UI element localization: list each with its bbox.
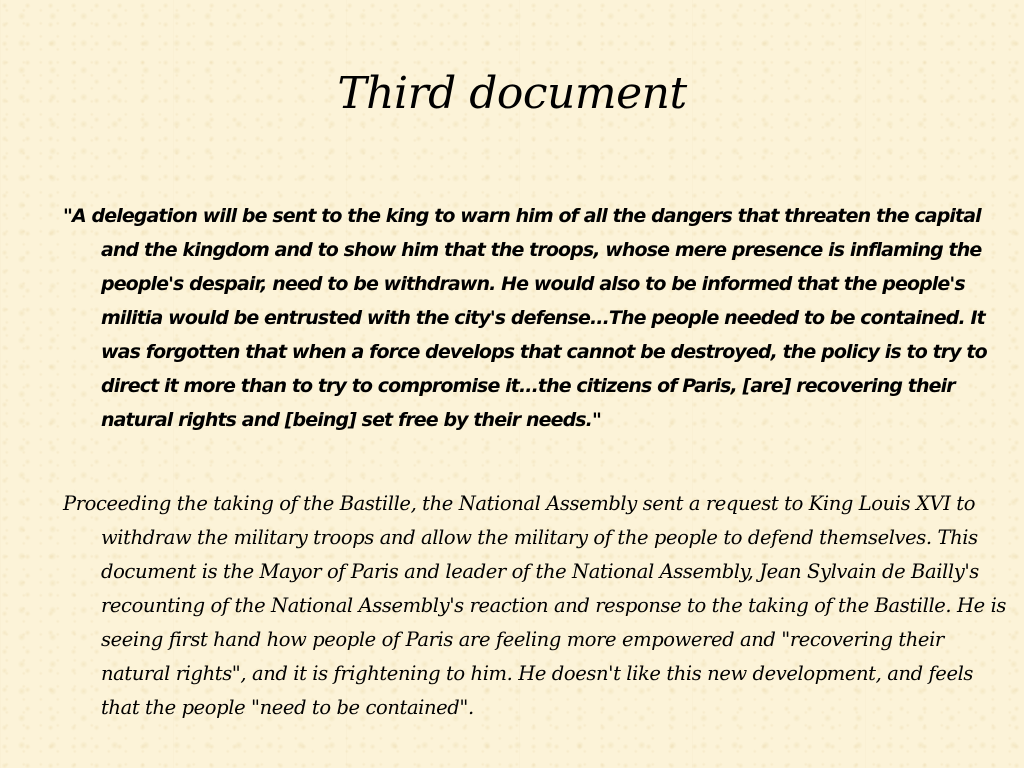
slide-title: Third document [337,68,687,119]
historical-quote: "A delegation will be sent to the king to warn him of all the dangers that threaten the capital and the kingdom and to show him that the troops, whose mere presence is inflaming the people's despair, need to be withdrawn. He would also to be informed that the people's militia would be entrusted with the city's defense...The people needed to be contained. It was forgotten that when a force develops that cannot be destroyed, the policy is to try to direct it more than to try to compromise it...the citizens of Paris, [are] recovering their natural rights and [being] set free by their needs." [63,205,987,431]
commentary-paragraph: Proceeding the taking of the Bastille, the National Assembly sent a request to King Louis XVI to withdraw the military troops and allow the military of the people to defend themselves. This document is the Mayor of Paris and leader of the National Assembly, Jean Sylvain de Bailly's recounting of the National Assembly's reaction and response to the taking of the Bastille. He is seeing first hand how people of Paris are feeling more empowered and "recovering their natural rights", and it is frightening to him. He doesn't like this new development, and feels that the people "need to be contained". [63,492,1007,719]
